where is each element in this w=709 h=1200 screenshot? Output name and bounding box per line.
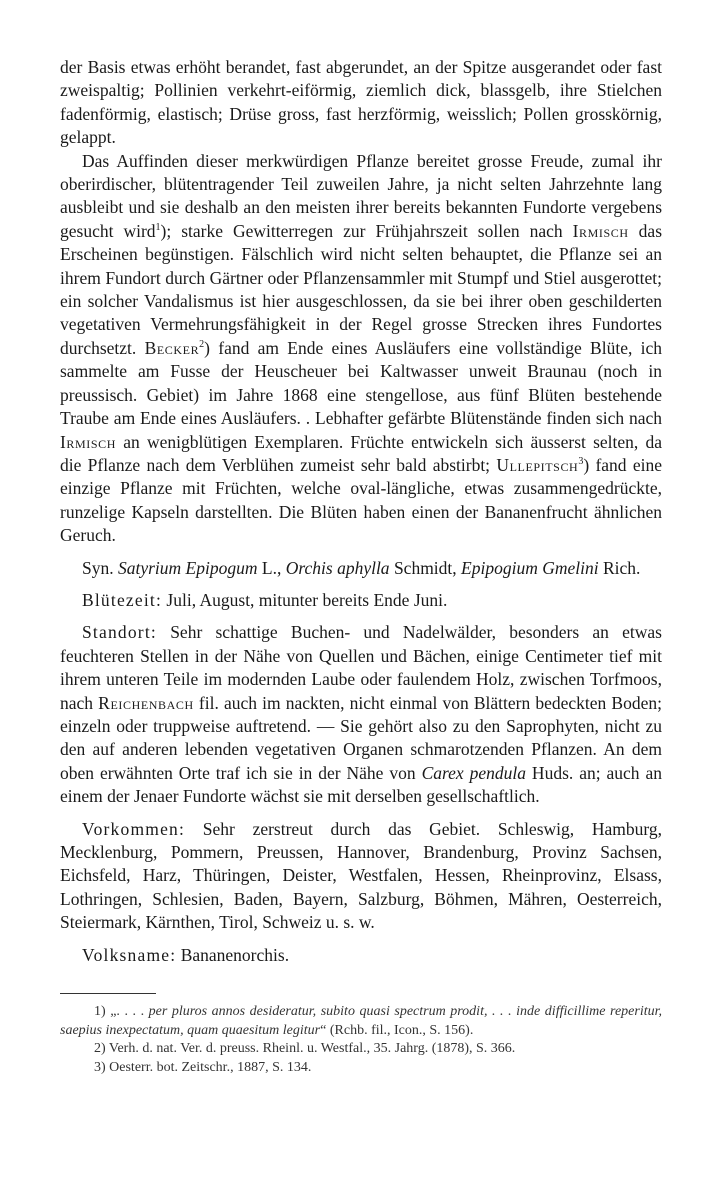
- section-label-syn: Syn.: [82, 557, 114, 578]
- section-label-standort: Standort:: [82, 622, 157, 643]
- paragraph-standort: [60, 621, 662, 808]
- footnote-1: [60, 1003, 662, 1040]
- text-run: an wenigblütigen Exemplaren. Früchte entwickeln sich äusserst selten, da die Pflanze nach dem Verblühen zumeist sehr bald abstirbt;: [60, 431, 662, 475]
- text-run: „. . . .: [105, 1004, 149, 1019]
- text-run: ) fand eine einzige Pflanze mit Früchten, welche oval-längliche, etwas zusammengedrückte, runzelige Kapseln darstellten. Die Blüten haben einen der Bananenfrucht ähnlichen Geruch.: [60, 454, 662, 546]
- footnote-ref-2: 2: [199, 339, 205, 351]
- text-run: ) fand am Ende eines Ausläufers eine vollständige Blüte, ich sammelte am Fusse der Heuscheuer bei Kaltwasser unweit Braunau (noch in preussisch. Gebiet) im Jahre 1868 eine stengellose, aus fünf Blüten bestehende Traube am Ende eines Ausläufers. . Lebhafter gefärbte Blütenstände finden sich nach: [60, 337, 662, 429]
- text-run: Sehr schattige Buchen- und Nadelwälder, besonders an etwas feuchteren Stellen in der Nähe von Quellen und Bächen, einige Centimeter tief mit ihrem unteren Teile im modernden Laube oder faulendem Holz, zwischen Torfmoos, nach: [60, 622, 662, 713]
- taxon-name: Carex pendula: [421, 762, 526, 783]
- section-label-volksname: Volksname:: [82, 944, 177, 965]
- paragraph-description-end: der Basis etwas erhöht berandet, fast abgerundet, an der Spitze ausgerandet oder fast zweispaltig; Pollinien verkehrt-eiförmig, ziemlich dick, blassgelb, ihre Stielchen fadenförmig, elastisch; Drüse gross, fast herzförmig, weisslich; Pollen grosskörnig, gelappt.: [60, 57, 662, 148]
- page-body: [60, 56, 662, 967]
- footnote-number: 1): [94, 1004, 106, 1019]
- paragraph-volksname: [60, 944, 662, 967]
- taxon-name: Orchis aphylla: [285, 557, 390, 578]
- paragraph-vorkommen: [60, 818, 662, 935]
- footnote-ref-3: 3: [578, 456, 584, 468]
- latin-quote: per pluros annos desideratur, subito quasi spectrum prodit, . . . inde difficillime reperitur, saepius inexpectatum, quam quaesitum legitur: [60, 1004, 662, 1038]
- text-run: Schmidt,: [389, 557, 462, 578]
- text-run: Sehr zerstreut durch das Gebiet. Schleswig, Hamburg, Mecklenburg, Pommern, Preussen, Hannover, Brandenburg, Provinz Sachsen, Eichsfeld, Harz, Thüringen, Deister, Westfalen, Hessen, Rheinprovinz, Elsass, Lothringen, Schlesien, Baden, Bayern, Salzburg, Böhmen, Mähren, Oesterreich, Steiermark, Kärnthen, Tirol, Schweiz u. s. w.: [60, 818, 662, 933]
- paragraph-discovery: [60, 150, 662, 548]
- paragraph-synonyms: [60, 557, 662, 580]
- text-run: Juli, August, mitunter bereits Ende Juni.: [162, 589, 448, 610]
- footnote-divider: [60, 993, 156, 994]
- footnote-3: 3) Oesterr. bot. Zeitschr., 1887, S. 134.: [94, 1059, 312, 1075]
- text-run: Huds. an; auch an einem der Jenaer Fundorte wächst sie mit derselben gesellschaftlich.: [60, 762, 662, 807]
- author-ullepitsch: Ullepitsch: [496, 454, 579, 475]
- text-run: “ (Rchb. fil., Icon., S. 156).: [320, 1022, 474, 1038]
- text-run: fil. auch im nackten, nicht einmal von Blättern bedeckten Boden; einzeln oder truppweise auftretend. — Sie gehört also zu den Saprophyten, nicht zu den auf anderen lebenden vegetativen Organen schmarotzenden Pflanzen. An dem oben erwähnten Orte traf ich sie in der Nähe von: [60, 692, 662, 783]
- text-run: L.,: [257, 557, 286, 578]
- author-irmisch: Irmisch: [60, 431, 117, 452]
- footnote-ref-1: 1: [155, 222, 161, 234]
- taxon-name: Satyrium Epipogum: [117, 557, 258, 578]
- text-run: Rich.: [598, 557, 641, 578]
- author-reichenbach: Reichenbach: [98, 692, 194, 713]
- section-label-vorkommen: Vorkommen:: [82, 818, 186, 839]
- footnote-2: 2) Verh. d. nat. Ver. d. preuss. Rheinl. u. Westfal., 35. Jahrg. (1878), S. 366.: [94, 1041, 516, 1056]
- text-run: das Erscheinen begünstigen. Fälschlich wird nicht selten behauptet, die Pflanze sei an ihrem Fundort durch Gärtner oder Pflanzensammler mit Stumpf und Stiel ausgerottet; ein solcher Vandalismus ist hier ausgeschlossen, da sie bei ihrer oben geschilderten vegetativen Vermehrungsfähigkeit in der Regel grosse Strecken ihres Fundortes durchsetzt.: [60, 220, 662, 358]
- footnotes: [60, 1003, 662, 1077]
- taxon-name: Epipogium Gmelini: [461, 557, 599, 578]
- section-label-bluetezeit: Blütezeit:: [82, 589, 163, 610]
- paragraph-bluetezeit: [60, 589, 662, 612]
- author-becker: Becker: [144, 337, 200, 358]
- text-run: ); starke Gewitterregen zur Frühjahrszeit sollen nach: [160, 220, 573, 241]
- text-run: Bananenorchis.: [176, 944, 290, 965]
- text-run: Das Auffinden dieser merkwürdigen Pflanze bereitet grosse Freude, zumal ihr oberirdischer, blütentragender Teil zuweilen Jahre, ja nicht selten Jahrzehnte lang ausbleibt und sie deshalb an den meisten ihrer bereits bekannten Fundorte vergebens gesucht wird: [60, 150, 662, 241]
- author-irmisch: Irmisch: [572, 220, 629, 241]
